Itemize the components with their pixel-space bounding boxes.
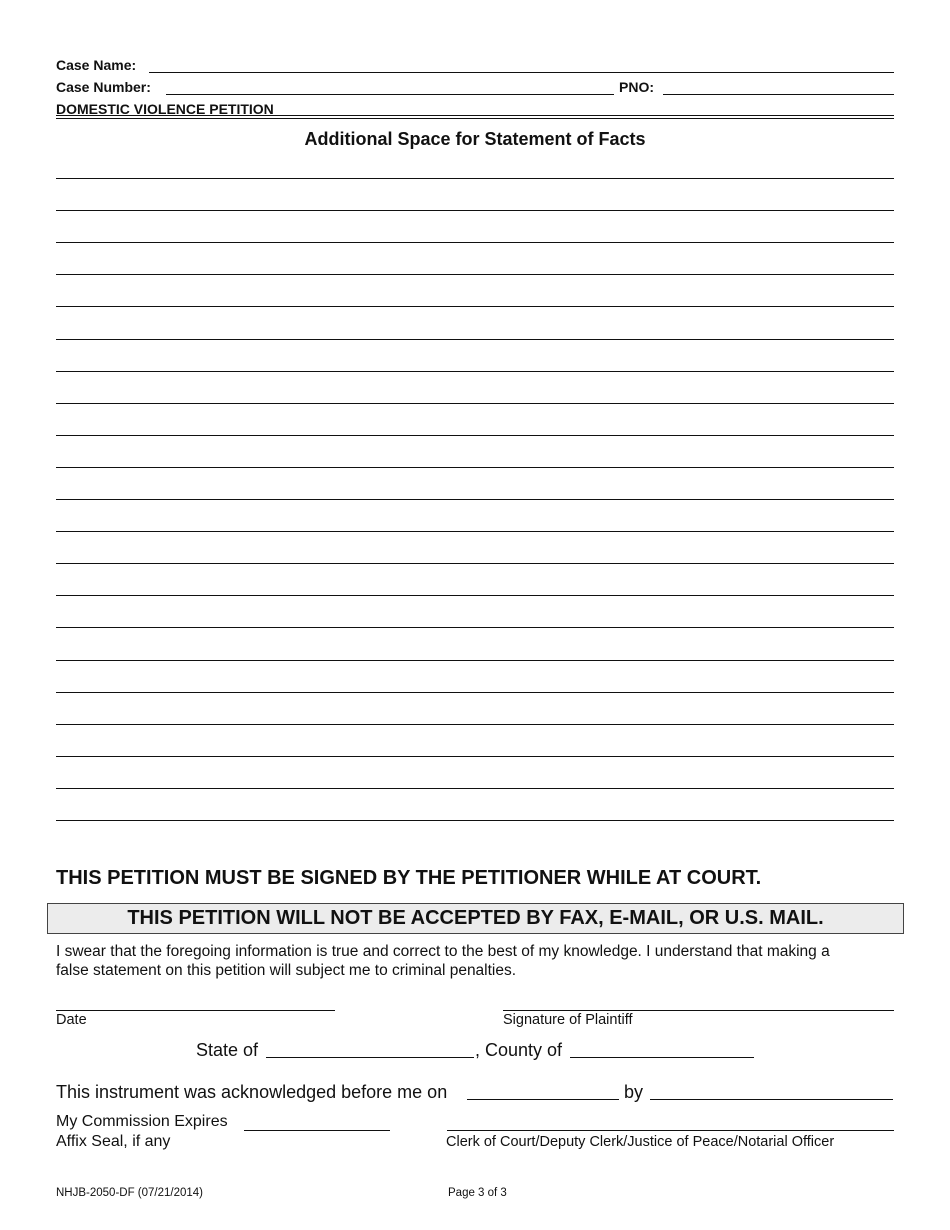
pno-label: PNO: bbox=[619, 79, 654, 95]
oath-statement: I swear that the foregoing information is true and correct to the best of my knowledge. I understand that making a false statement on this petition will subject me to criminal penalties. bbox=[56, 943, 830, 979]
officer-title-label: Clerk of Court/Deputy Clerk/Justice of Peace/Notarial Officer bbox=[446, 1134, 835, 1150]
facts-writing-line[interactable] bbox=[56, 660, 894, 661]
commission-expires-field[interactable] bbox=[244, 1130, 390, 1131]
facts-title: Additional Space for Statement of Facts bbox=[304, 129, 646, 149]
facts-writing-line[interactable] bbox=[56, 595, 894, 596]
plaintiff-signature-line[interactable] bbox=[503, 1010, 894, 1011]
facts-writing-line[interactable] bbox=[56, 371, 894, 372]
facts-writing-line[interactable] bbox=[56, 339, 894, 340]
by-label: by bbox=[624, 1082, 644, 1102]
facts-writing-line[interactable] bbox=[56, 178, 894, 179]
facts-writing-line[interactable] bbox=[56, 435, 894, 436]
facts-writing-line[interactable] bbox=[56, 788, 894, 789]
facts-writing-line[interactable] bbox=[56, 627, 894, 628]
case-number-underline bbox=[166, 94, 614, 95]
facts-writing-line[interactable] bbox=[56, 531, 894, 532]
facts-writing-line[interactable] bbox=[56, 210, 894, 211]
state-label: State of bbox=[196, 1040, 259, 1060]
header-rule-top bbox=[56, 115, 894, 116]
affix-seal-label: Affix Seal, if any bbox=[56, 1133, 171, 1150]
facts-writing-line[interactable] bbox=[56, 274, 894, 275]
facts-writing-line[interactable] bbox=[56, 499, 894, 500]
county-field[interactable] bbox=[570, 1057, 754, 1058]
facts-writing-line[interactable] bbox=[56, 467, 894, 468]
header-rule-bottom bbox=[56, 118, 894, 119]
acknowledged-date-field[interactable] bbox=[467, 1099, 619, 1100]
commission-expires-label: My Commission Expires bbox=[56, 1113, 228, 1130]
facts-writing-line[interactable] bbox=[56, 756, 894, 757]
acknowledged-label: This instrument was acknowledged before me on bbox=[56, 1082, 448, 1102]
facts-writing-line[interactable] bbox=[56, 242, 894, 243]
state-field[interactable] bbox=[266, 1057, 474, 1058]
case-name-underline bbox=[149, 72, 894, 73]
case-number-input[interactable] bbox=[166, 77, 614, 95]
officer-signature-line[interactable] bbox=[447, 1130, 894, 1131]
acknowledged-by-field[interactable] bbox=[650, 1099, 893, 1100]
case-number-label: Case Number: bbox=[56, 79, 151, 95]
form-type-title: DOMESTIC VIOLENCE PETITION bbox=[56, 101, 274, 117]
pno-input[interactable] bbox=[664, 77, 894, 95]
county-label: , County of bbox=[475, 1040, 563, 1060]
date-label: Date bbox=[56, 1012, 87, 1028]
facts-writing-line[interactable] bbox=[56, 403, 894, 404]
pno-underline bbox=[663, 94, 894, 95]
case-name-label: Case Name: bbox=[56, 57, 137, 73]
plaintiff-signature-label: Signature of Plaintiff bbox=[503, 1012, 633, 1028]
case-name-input[interactable] bbox=[149, 55, 893, 73]
fax-notice: THIS PETITION WILL NOT BE ACCEPTED BY FAX, E-MAIL, OR U.S. MAIL. bbox=[47, 903, 904, 934]
facts-writing-line[interactable] bbox=[56, 820, 894, 821]
facts-writing-line[interactable] bbox=[56, 692, 894, 693]
date-line[interactable] bbox=[56, 1010, 335, 1011]
form-id: NHJB-2050-DF (07/21/2014) bbox=[56, 1187, 204, 1199]
page-number: Page 3 of 3 bbox=[448, 1187, 507, 1199]
facts-writing-line[interactable] bbox=[56, 306, 894, 307]
facts-writing-line[interactable] bbox=[56, 563, 894, 564]
signed-notice: THIS PETITION MUST BE SIGNED BY THE PETITIONER WHILE AT COURT. bbox=[56, 867, 762, 889]
facts-writing-line[interactable] bbox=[56, 724, 894, 725]
